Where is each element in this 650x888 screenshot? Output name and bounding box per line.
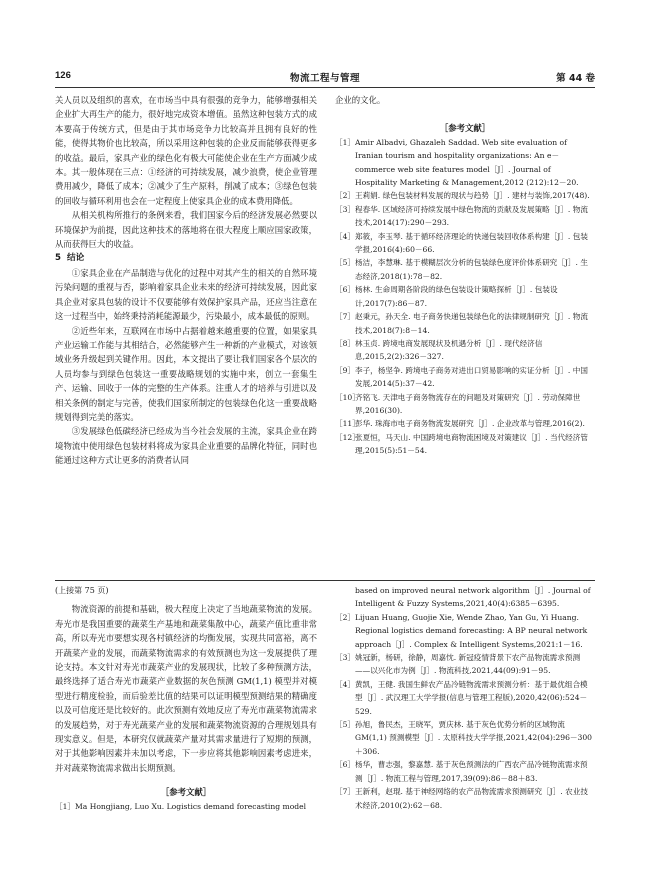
body-paragraph: 关人员以及组织的喜欢，在市场当中具有很强的竞争力，能够增强相关企业扩大再生产的能力，很好地完成资本增值。虽然这种包装方式的成本要高于传统方式，但是由于其市场竞争力比较高并且拥有良好的性能，使得其物价也比较高，所以采用这种包装的企业反而能够获得更多的收益。最后，家具产业的绿色化有极大可能使企业在生产方面减少成本。其一般体现在三点：①经济的可持续发展，减少浪费，使企业管理费用减少，降低了成本；②减少了生产原料，削减了成本；③绿色包装的回收与循环利用也会在一定程度上使家具企业的成本费用降低。 bbox=[55, 95, 317, 206]
reference-item bbox=[335, 230, 595, 257]
reference-number: ［5］ bbox=[335, 258, 356, 268]
page-header bbox=[55, 68, 595, 86]
reference-text: 张夏恒，马天山. 中国跨境电商物流困境及对策建议［J］. 当代经济管理,2015(5):51－54. bbox=[355, 432, 588, 456]
reference-number: ［2］ bbox=[335, 191, 356, 201]
reference-text: 王莉娟. 绿色包装材料发展的现状与趋势［J］. 建材与装饰,2017(48). bbox=[355, 191, 590, 201]
reference-item bbox=[335, 189, 595, 202]
reference-number: ［1］ bbox=[335, 137, 356, 147]
reference-text: 程春华. 区域经济可持续发展中绿色物流的贡献及发展策略［J］. 物流技术,2014(17):290－293. bbox=[355, 204, 588, 228]
section-heading bbox=[55, 251, 317, 265]
conclusion-paragraph: ②近些年来，互联网在市场中占据着越来越重要的位置，如果家具产业运输工作能与其相结合，必然能够产生一种新的产业模式，对该领域业务升级起到关键作用。因此，本文提出了要让我们国家各个层次的人员均参与到绿色包装这一重要战略规划的实施中来，创立一套集生产、运输、回收于一体的完整的生产体系。注重人才的培养与引进以及相关条例的制定与完善，使我们国家所制定的包装绿色化这一重要战略规划得到完美的落实。 bbox=[55, 325, 317, 422]
section-divider bbox=[55, 580, 595, 581]
reference-text: 杨林. 生命周期各阶段的绿色包装设计策略探析［J］. 包装设计,2017(7):86－87. bbox=[355, 285, 558, 308]
journal-title: 物流工程与管理 bbox=[289, 73, 360, 84]
reference-text: 彭华. 珠海市电子商务物流发展研究［J］. 企业改革与管理,2016(2). bbox=[355, 419, 585, 429]
reference-list bbox=[335, 136, 595, 458]
reference-text: 郑筱，李玉琴. 基于循环经济理论的快递包装回收体系构建［J］. 包装学报,2016(4):60－66. bbox=[355, 231, 588, 255]
reference-text: Ma Hongjiang, Luo Xu. Logistics demand forecasting model bbox=[75, 801, 307, 811]
reference-item bbox=[335, 611, 595, 651]
reference-item bbox=[335, 678, 595, 718]
reference-text: 林玉贞. 跨境电商发展现状及机遇分析［J］. 现代经济信息,2015,2(2):326－327. bbox=[355, 338, 543, 362]
reference-item bbox=[335, 203, 595, 230]
reference-text: 王新利，赵琨. 基于神经网络的农产品物流需求预测研究［J］. 农业技术经济,2010(2):62－68. bbox=[355, 787, 588, 810]
references-title: ［参考文献］ bbox=[439, 123, 491, 134]
reference-item bbox=[335, 718, 595, 758]
continued-note: (上接第 75 页) bbox=[55, 586, 109, 595]
reference-item bbox=[335, 283, 595, 310]
top-right-column bbox=[335, 93, 595, 458]
bottom-right-column bbox=[335, 584, 595, 812]
reference-item bbox=[335, 310, 595, 337]
reference-number: ［9］ bbox=[335, 365, 356, 375]
conclusion-paragraph: ③发展绿色低碳经济已经成为当今社会发展的主流，家具企业在跨境物流中使用绿色包装材料将成为家具企业重要的品牌化特征，同时也能通过这种方式让更多的消费者认同 bbox=[55, 426, 317, 466]
section-number: 5 bbox=[55, 253, 61, 264]
reference-item bbox=[335, 758, 595, 785]
reference-number: ［7］ bbox=[335, 787, 356, 797]
reference-number: ［12］ bbox=[335, 432, 360, 442]
reference-list bbox=[55, 800, 317, 813]
body-paragraph: 企业的文化。 bbox=[335, 95, 386, 105]
reference-text: 李子，杨坚争. 跨境电子商务对进出口贸易影响的实证分析［J］. 中国发展,2014(5):37－42. bbox=[355, 365, 588, 389]
references-title: ［参考文献］ bbox=[160, 787, 212, 798]
reference-text: 赵秉元，孙天全. 电子商务快递包装绿色化的法律规制研究［J］. 物流技术,2018(7):8－14. bbox=[355, 312, 588, 335]
reference-number: ［1］ bbox=[55, 801, 76, 811]
page-number: 126 bbox=[55, 70, 71, 81]
reference-text: 孙旭，鲁民杰，王晓军，贾庆林. 基于灰色优势分析的区域物流 GM(1,1) 预测模型［J］. 太原科技大学学报,2021,42(04):296－300＋306. bbox=[355, 720, 592, 756]
reference-item bbox=[335, 337, 595, 364]
reference-number: ［4］ bbox=[335, 679, 356, 689]
reference-text: 姚冠新，杨研，徐静，周嘉忱. 新冠疫情背景下农产品物流需求预测——以兴化市为例［J］. 物流科技,2021,44(09):91－95. bbox=[355, 653, 581, 676]
reference-number: ［8］ bbox=[335, 338, 356, 348]
top-left-column bbox=[55, 93, 317, 468]
reference-item bbox=[335, 256, 595, 283]
reference-number: ［4］ bbox=[335, 231, 356, 241]
reference-text: Lijuan Huang, Guojie Xie, Wende Zhao, Yan Gu, Yi Huang. Regional logistics demand forecasting: A BP neural network approach［J］. Complex & Intelligent Systems,2021:1－16. bbox=[355, 612, 588, 649]
reference-list bbox=[335, 584, 595, 812]
header-rule bbox=[55, 87, 595, 88]
reference-item bbox=[55, 800, 317, 813]
reference-text: based on improved neural network algorithm［J］. Journal of Intelligent & Fuzzy Systems,2021,40(4):6385－6395. bbox=[355, 586, 591, 609]
reference-item bbox=[335, 785, 595, 812]
reference-item bbox=[335, 417, 595, 430]
section-title: 结论 bbox=[66, 253, 85, 264]
reference-number: ［5］ bbox=[335, 720, 356, 730]
reference-item bbox=[335, 391, 595, 418]
reference-item bbox=[335, 584, 595, 611]
reference-item bbox=[335, 136, 595, 190]
reference-number: ［2］ bbox=[335, 612, 356, 622]
body-paragraph: 物流资源的前提和基础，极大程度上决定了当地蔬菜物流的发展。寿光市是我国重要的蔬菜生产基地和蔬菜集散中心，蔬菜产值比重非常高，所以寿光市要想实现各村镇经济的均衡发展，实现共同富裕，离不开蔬菜产业的发展，而蔬菜物流需求的有效预测也为这一发展提供了理论支持。本文针对寿光市蔬菜产业的发展现状，比较了多种预测方法，最终选择了适合寿光市蔬菜产业数据的灰色预测 GM(1,1) 模型并对模型进行精度检验，而后验差比值的结果可以证明模型预测结果的精确度以及可信度还是比较好的。此次预测有效地反应了寿光市蔬菜物流需求的发展趋势，对于寿光蔬菜产业的发展和蔬菜物流资源的合理规划具有现实意义。但是，本研究仅就蔬菜产量对其需求量进行了短期的预测，对于其他影响因素并未加以考虑，下一步应将其他影响因素考虑进来，并对蔬菜物流需求做出长期预测。 bbox=[55, 604, 317, 773]
body-paragraph: 从相关机构所推行的条例来看，我们国家今后的经济发展必然要以环境保护为前提，因此这种技术的落地将在很大程度上顺应国家政策，从而获得巨大的收益。 bbox=[55, 210, 317, 250]
bottom-left-column bbox=[55, 584, 317, 813]
reference-item bbox=[335, 431, 595, 458]
volume-label: 第 44 卷 bbox=[556, 73, 595, 84]
reference-number: ［3］ bbox=[335, 204, 356, 214]
reference-item bbox=[335, 651, 595, 678]
reference-number: ［3］ bbox=[335, 653, 356, 663]
reference-item bbox=[335, 364, 595, 391]
reference-number: ［6］ bbox=[335, 285, 356, 295]
reference-number: ［7］ bbox=[335, 312, 356, 322]
reference-text: 齐铭飞. 天津电子商务物流存在的问题及对策研究［J］. 劳动保障世界,2016(30). bbox=[355, 392, 581, 415]
reference-number: ［6］ bbox=[335, 760, 356, 770]
reference-text: 黄凯，王健. 我国生鲜农产品冷链物流需求预测分析：基于最优组合模型［J］. 武汉理工大学学报(信息与管理工程版),2020,42(06):524－529. bbox=[355, 679, 588, 716]
reference-text: Amir Albadvi, Ghazaleh Saddad. Web site evaluation of Iranian tourism and hospitality organizations: An e－commerce web site features model［J］. Journal of Hospitality Marketing & Management,2012 (212):12－20. bbox=[355, 137, 579, 188]
conclusion-paragraph: ①家具企业在产品制造与优化的过程中对其产生的相关的自然环境污染问题的重视与否，影响着家具企业未来的经济可持续发展，因此家具企业对家具包装的设计不仅要能够有效保护家具产品，还应当注意在这一过程当中，始终秉持消耗能源最少，污染最小，成本最低的原则。 bbox=[55, 267, 317, 322]
reference-number: ［10］ bbox=[335, 392, 360, 402]
reference-number: ［11］ bbox=[335, 419, 360, 429]
reference-text: 杨华，曹志强，黎嘉慧. 基于灰色预测法的广西农产品冷链物流需求预测［J］. 物流工程与管理,2017,39(09):86－88＋83. bbox=[355, 760, 588, 783]
reference-text: 杨洁，李慧琳. 基于模糊层次分析的包装绿色度评价体系研究［J］. 生态经济,2018(1):78－82. bbox=[355, 258, 588, 281]
